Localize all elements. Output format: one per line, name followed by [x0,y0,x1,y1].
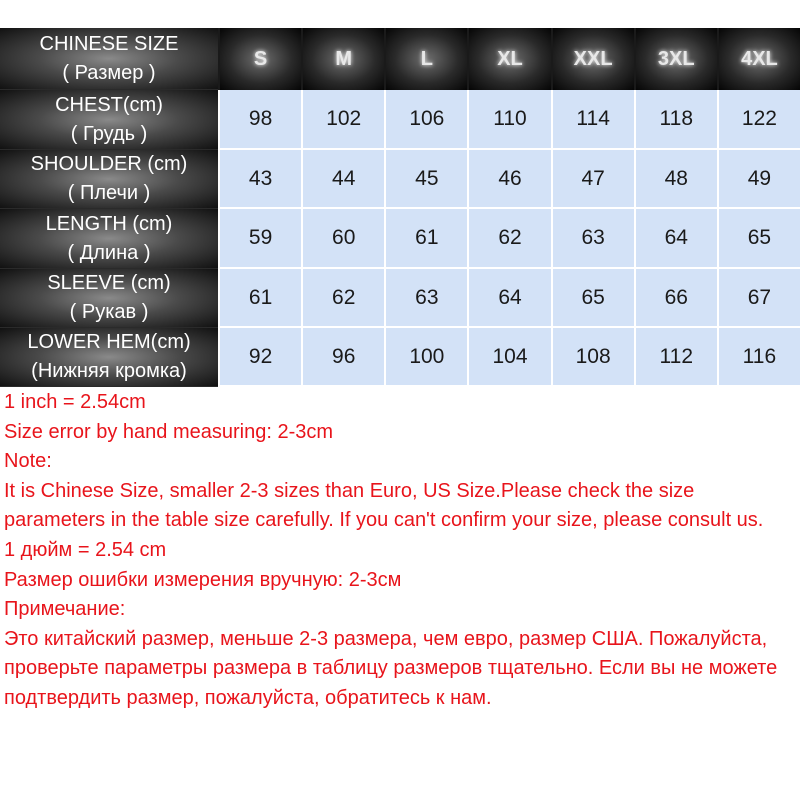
inch-conversion-en: 1 inch = 2.54cm [4,391,146,413]
table-row-length [0,209,800,269]
note-heading-en: Note: [4,450,52,473]
note-text-en: It is Chinese Size, smaller 2-3 sizes than Euro, US Size.Please check the size parameters in the table size carefully. If you can't confirm your size, please consult us. [4,479,764,532]
size-col-4xl: 4XL [717,28,800,90]
row-label-sleeve [0,269,218,328]
table-cell: 65 [551,269,634,328]
table-row-sleeve [0,269,800,328]
table-cell: 100 [384,328,467,387]
table-cell: 49 [717,150,800,209]
size-col-m: M [301,28,384,90]
size-col-3xl: 3XL [634,28,717,90]
table-cell: 106 [384,90,467,150]
row-label-length [0,209,218,269]
table-cell: 59 [218,209,301,269]
table-row-lower-hem [0,328,800,387]
table-cell: 48 [634,150,717,209]
row-label-en: CHEST(cm) [55,93,163,116]
table-cell: 63 [551,209,634,269]
size-notes [4,388,798,714]
header-label-ru: ( Размер ) [62,61,156,84]
table-cell: 104 [467,328,550,387]
inch-conversion-ru: 1 дюйм = 2.54 cm [4,538,167,561]
measure-error-en: Size error by hand measuring: 2-3cm [4,420,334,443]
table-cell: 46 [467,150,550,209]
table-cell: 64 [467,269,550,328]
row-label-shoulder [0,150,218,209]
table-cell: 67 [717,269,800,328]
table-cell: 92 [218,328,301,387]
size-header-row [0,28,800,90]
size-col-l: L [384,28,467,90]
row-label-ru: ( Плечи ) [67,182,151,204]
size-col-xxl: XXL [551,28,634,90]
table-cell: 96 [301,328,384,387]
table-cell: 43 [218,150,301,209]
row-label-ru: ( Длина ) [67,241,151,264]
table-cell: 118 [634,90,717,150]
table-cell: 61 [384,209,467,269]
table-cell: 66 [634,269,717,328]
chinese-size-header [0,28,218,90]
table-cell: 112 [634,328,717,387]
table-cell: 110 [467,90,550,150]
row-label-en: SHOULDER (cm) [30,153,188,175]
table-cell: 108 [551,328,634,387]
row-label-ru: ( Грудь ) [70,122,148,145]
row-label-ru: ( Рукав ) [69,301,149,323]
measure-error-ru: Размер ошибки измерения вручную: 2-3см [4,568,402,591]
size-col-s: S [218,28,301,90]
table-cell: 45 [384,150,467,209]
table-cell: 114 [551,90,634,150]
row-label-lower-hem [0,328,218,387]
table-cell: 102 [301,90,384,150]
table-row-chest [0,90,800,150]
row-label-en: SLEEVE (cm) [47,272,171,294]
table-cell: 98 [218,90,301,150]
table-cell: 116 [717,328,800,387]
table-cell: 63 [384,269,467,328]
row-label-en: LOWER HEM(cm) [27,331,191,353]
size-col-xl: XL [467,28,550,90]
row-label-en: LENGTH (cm) [45,212,173,235]
table-cell: 61 [218,269,301,328]
table-cell: 47 [551,150,634,209]
table-row-shoulder [0,150,800,209]
note-heading-ru: Примечание: [4,598,126,621]
header-label-en: CHINESE SIZE [39,32,179,55]
row-label-ru: (Нижняя кромка) [31,360,187,382]
table-cell: 62 [467,209,550,269]
row-label-chest [0,90,218,150]
table-cell: 64 [634,209,717,269]
table-cell: 60 [301,209,384,269]
table-cell: 122 [717,90,800,150]
table-cell: 62 [301,269,384,328]
size-chart-table [0,28,800,387]
note-text-ru: Это китайский размер, меньше 2-3 размера, чем евро, размер США. Пожалуйста, проверьте параметры размера в таблицу размеров тщательно. Если вы не можете подтвердить размер, пожалуйста, обратитесь к нам. [4,627,778,709]
table-cell: 44 [301,150,384,209]
table-cell: 65 [717,209,800,269]
